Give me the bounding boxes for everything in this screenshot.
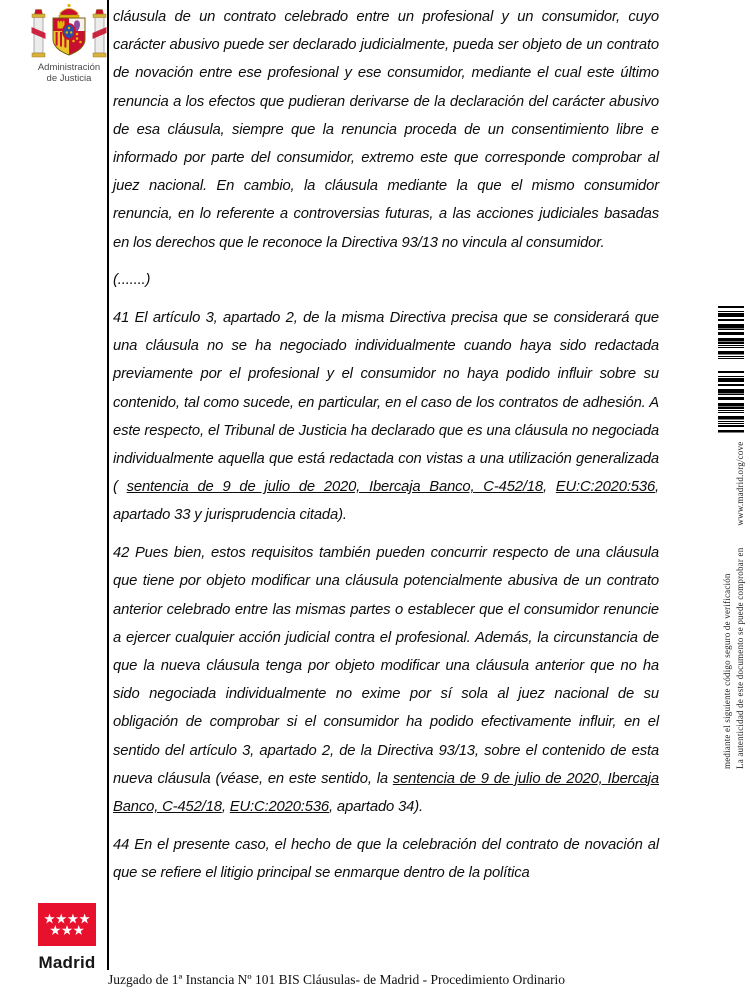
verification-text-line2: mediante el siguiente código seguro de verificación [722, 573, 732, 769]
text-run: 41 El artículo 3, apartado 2, de la misma Directiva precisa que se considerará que una cláusula no se ha negociado individualmente cuando haya sido redactada previamente por el profesional y el consumidor no haya podido influir sobre su contenido, tal como sucede, en particular, en el caso de los contratos de adhesión. A este respecto, el Tribunal de Justicia ha declarado que es una cláusula no negociada individualmente aquella que está redactada con vistas a una utilización generalizada ( [113, 310, 659, 496]
document-body [113, 3, 659, 897]
verification-url: www.madrid.org/cove [735, 441, 745, 526]
madrid-label: Madrid [38, 953, 96, 972]
text-run: cláusula de un contrato celebrado entre un profesional y un consumidor, cuyo carácter abusivo puede ser declarado judicialmente, pueda ser objeto de un contrato de novación entre ese profesional y ese consumidor, mediante el cual este último renuncia a los efectos que pudieran derivarse de la declaración del carácter abusivo de esa cláusula, siempre que la renuncia proceda de un consentimiento libre e informado por parte del consumidor, extremo este que corresponde comprobar al juez nacional. En cambio, la cláusula mediante la que el mismo consumidor renuncia, en lo referente a controversias futuras, a las acciones judiciales basadas en los derechos que le reconoce la Directiva 93/13 no vincula al consumidor. [113, 9, 659, 251]
text-run: , apartado 33 y jurisprudencia citada). [113, 479, 659, 524]
verification-text-line1 [735, 442, 745, 769]
text-run: 42 Pues bien, estos requisitos también pueden concurrir respecto de una cláusula que tiene por objeto modificar una cláusula potencialmente abusiva de un contrato anterior celebrado entre las mismas partes o establecer que el consumidor renuncie a ejercer cualquier acción judicial contra el profesional. Además, la circunstancia de que la nueva cláusula tenga por objeto modificar una cláusula anterior que no ha sido negociada individualmente no exime por sí sola al juez nacional de su obligación de comprobar si el consumidor ha podido efectivamente influir, en el sentido del artículo 3, apartado 2, de la Directiva 93/13, sobre el contenido de esta nueva cláusula (véase, en este sentido, la [113, 545, 659, 787]
emblem-caption-line2: de Justicia [46, 73, 92, 84]
margin-rule [107, 0, 109, 970]
madrid-flag-icon [38, 903, 96, 946]
text-run: 44 En el presente caso, el hecho de que la celebración del contrato de novación al que se refiere el litigio principal se enmarque dentro de la política [113, 836, 659, 881]
citation-underlined: EU:C:2020:536 [229, 798, 329, 815]
spain-coat-of-arms-icon [31, 3, 107, 61]
verification-barcode-top [718, 306, 744, 360]
emblem-caption [18, 62, 120, 84]
text-run: , apartado 34). [328, 798, 423, 815]
citation-underlined: sentencia de 9 de julio de 2020, Ibercaja Banco, C-452/18 [113, 770, 659, 815]
verification-sentence: La autenticidad de este documento se puede comprobar en [735, 547, 745, 769]
paragraph [113, 831, 659, 887]
paragraph [113, 266, 659, 294]
paragraph [113, 304, 659, 530]
citation-underlined: sentencia de 9 de julio de 2020, Ibercaja Banco, C-452/18 [126, 479, 543, 496]
paragraph [113, 539, 659, 821]
text-run: , [542, 479, 556, 496]
emblem-caption-line1: Administración [37, 62, 101, 73]
verification-barcode-bottom [718, 371, 744, 433]
madrid-logo [36, 903, 98, 973]
footer-court-line: Juzgado de 1ª Instancia Nº 101 BIS Cláusulas- de Madrid - Procedimiento Ordinario [108, 972, 566, 987]
text-run: (.......) [113, 272, 151, 289]
text-run: , [221, 798, 230, 815]
paragraph [113, 3, 659, 257]
citation-underlined: EU:C:2020:536 [555, 479, 656, 496]
